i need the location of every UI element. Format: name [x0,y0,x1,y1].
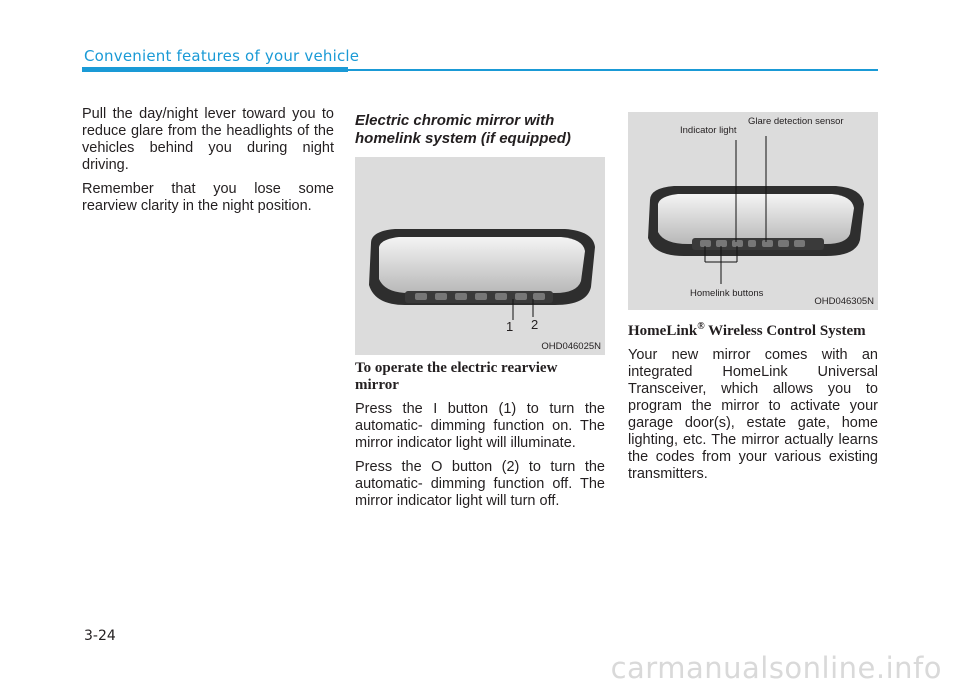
paragraph-night-clarity: Remember that you lose some rearview clarity in the night position. [82,181,334,214]
heading-homelink [628,318,878,340]
callout-1: 1 [506,319,514,334]
mirror-figure-2 [628,112,878,310]
heading-homelink-brand: HomeLink [628,323,698,339]
indicator-light-label: Indicator light [680,125,737,136]
callout-2: 2 [531,317,539,332]
column-3-body [628,318,878,490]
figure-code-1: OHD046025N [541,341,601,352]
figure-code-2: OHD046305N [814,296,874,307]
glare-sensor-label: Glare detection sensor [748,116,844,127]
column-2-body [355,360,605,517]
heading-homelink-rest: Wireless Control System [704,323,866,339]
subheading-operate-mirror: To operate the electric rearview mirror [355,360,558,393]
section-title: Convenient features of your vehicle [84,47,360,65]
column-2 [355,112,605,155]
homelink-mirror-illustration [628,112,878,310]
mirror-figure-1 [355,157,605,355]
homelink-buttons-label: Homelink buttons [690,288,764,299]
rearview-mirror-illustration [355,157,605,355]
column-1 [82,106,334,222]
section-title-bar [82,67,348,72]
watermark: carmanualsonline.info [610,651,942,685]
paragraph-o-button: Press the O button (2) to turn the automatic- dimming function off. The mirror indicator light will turn off. [355,459,605,509]
page-number: 3-24 [84,628,116,644]
heading-electric-chromic-mirror: Electric chromic mirror with homelink system (if equipped) [355,112,571,147]
paragraph-i-button: Press the I button (1) to turn the automatic- dimming function on. The mirror indicator light will illuminate. [355,401,605,451]
section-rule [348,69,878,71]
registered-mark: ® [697,321,705,332]
paragraph-day-night-lever: Pull the day/night lever toward you to reduce glare from the headlights of the vehicles behind you during night driving. [82,106,334,173]
paragraph-homelink: Your new mirror comes with an integrated HomeLink Universal Transceiver, which allows you to program the mirror to activate your garage door(s), estate gate, home lighting, etc. The mirror actually learns the codes from your various existing transmitters. [628,347,878,482]
